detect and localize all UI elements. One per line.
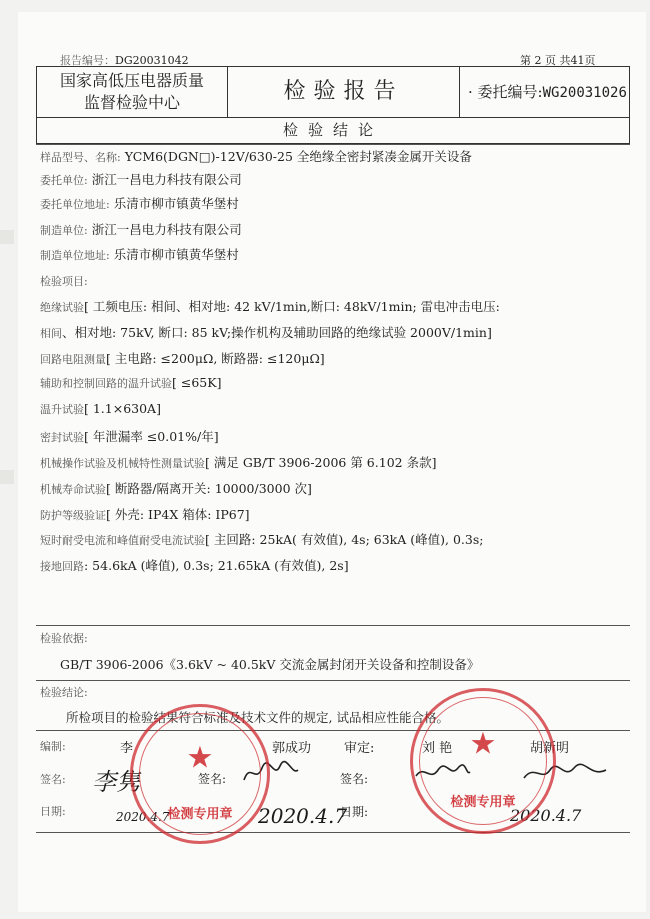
test-item: 温升试验[ 1.1×630A] [40,401,161,416]
compiler-signature: 李隽 [92,768,140,796]
manufacturer: 制造单位: 浙江一昌电力科技有限公司 [40,222,242,237]
date-approver: 2020.4.7 [510,806,582,825]
binding-hole [0,470,14,484]
sample-model: 样品型号、名称: YCM6(DGN□)-12V/630-25 全绝缘全密封紧凑金属开关设备 [40,149,472,164]
conclusion-heading: 检验结论: [40,686,88,699]
page-info: 第 2 页 共41页 [520,54,596,67]
test-item: 防护等级验证[ 外壳: IP4X 箱体: IP67] [40,507,250,522]
org-name: 国家高低压电器质量 监督检验中心 [37,67,228,117]
inspection-seal: ★ 检测专用章 [130,704,270,844]
section-title: 检验结论 [36,118,630,144]
divider [36,625,630,626]
approver-sign-label: 签名: [340,772,369,786]
binding-hole [0,230,14,244]
commission-number: · 委托编号:WG20031026 [468,83,627,101]
client: 委托单位: 浙江一昌电力科技有限公司 [40,172,242,187]
conclusion-value: 所检项目的检验结果符合标准及技术文件的规定, 试品相应性能合格。 [66,710,449,725]
compiled-label: 编制: [40,740,66,753]
report-title: 检验报告 [228,67,460,117]
basis-value: GB/T 3906-2006《3.6kV ~ 40.5kV 交流金属封闭开关设备和控制设备》 [60,657,480,672]
test-item: 绝缘试验[ 工频电压: 相间、相对地: 42 kV/1min,断口: 48kV/1min; 雷电冲击电压: [40,299,500,314]
divider [36,832,630,833]
date-label: 日期: [40,805,66,818]
divider [36,680,630,681]
test-item: 辅助和控制回路的温升试验[ ≤65K] [40,375,222,390]
date-reviewer: 2020.4.7 [258,804,348,828]
approver2-name: 胡新明 [530,741,570,756]
date-compiler: 2020.4.7 [116,810,170,824]
divider [36,144,630,145]
manufacturer-address: 制造单位地址: 乐清市柳市镇黄华堡村 [40,247,239,262]
test-item: 相间、相对地: 75kV, 断口: 85 kV;操作机构及辅助回路的绝缘试验 2000V/1min] [40,325,492,340]
reviewer-name: 郭成功 [272,741,312,756]
inspection-seal: ★ 检测专用章 [410,688,556,834]
client-address: 委托单位地址: 乐清市柳市镇黄华堡村 [40,196,239,211]
approver-date-label: 日期: [340,805,369,819]
test-item: 密封试验[ 年泄漏率 ≤0.01%/年] [40,429,219,444]
reviewer-sign-label: 签名: [198,772,227,786]
basis-heading: 检验依据: [40,632,88,645]
test-item: 短时耐受电流和峰值耐受电流试验[ 主回路: 25kA( 有效值), 4s; 63kA (峰值), 0.3s; [40,532,484,547]
items-heading: 检验项目: [40,275,88,288]
test-item: 机械寿命试验[ 断路器/隔离开关: 10000/3000 次] [40,481,312,496]
test-item: 回路电阻测量[ 主电路: ≤200μΩ, 断路器: ≤120μΩ] [40,351,325,366]
test-item: 机械操作试验及机械特性测量试验[ 满足 GB/T 3906-2006 第 6.102 条款] [40,455,437,470]
report-header [36,66,630,118]
approve-name: 刘 艳 [422,741,453,756]
test-item: 接地回路: 54.6kA (峰值), 0.3s; 21.65kA (有效值), 2s] [40,558,349,573]
approve-label: 审定: [344,741,375,756]
signature-label: 签名: [40,773,66,786]
compiler-name: 李 [120,741,134,756]
report-number: 报告编号：DG20031042 [60,54,189,67]
